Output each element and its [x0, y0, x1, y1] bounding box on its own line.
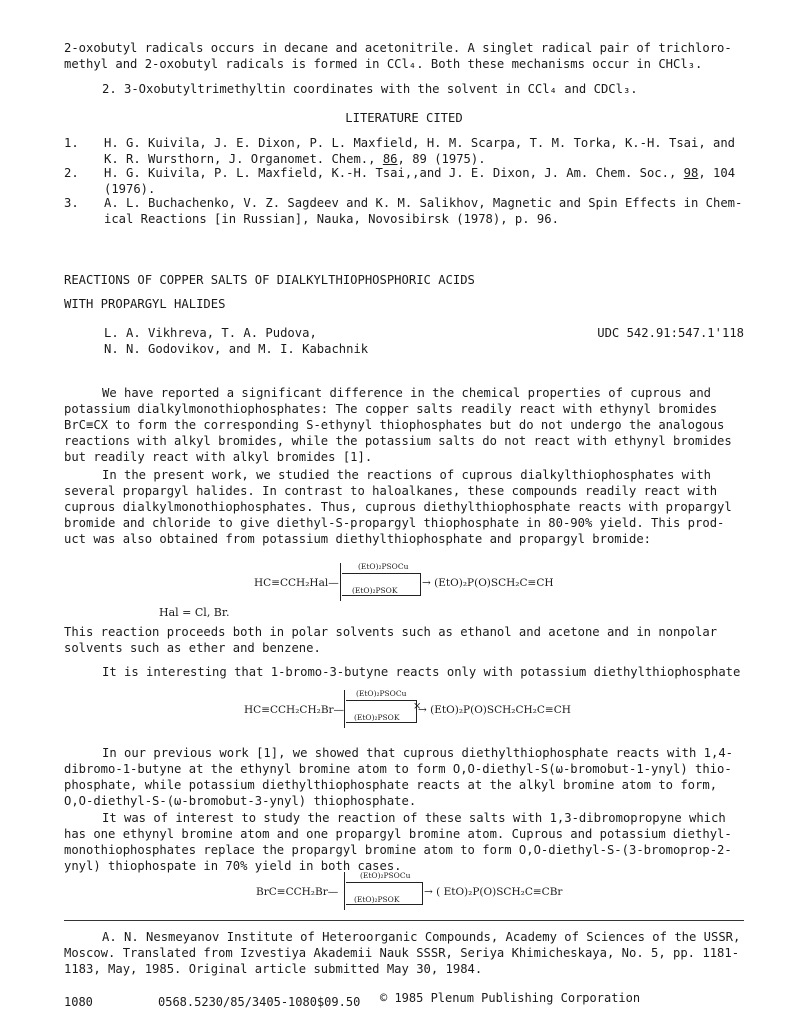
reference-text [104, 135, 744, 167]
product: → (EtO)₂P(O)SCH₂C≡CH [422, 577, 554, 589]
reference-volume: 98 [683, 166, 699, 180]
reference-volume: 86 [382, 152, 398, 166]
scheme-bracket-right [422, 882, 423, 905]
reference-text [104, 165, 744, 197]
reference-number: 2. [64, 166, 79, 180]
reactant: HC≡CCH₂Hal— [254, 577, 339, 589]
footnote-rule [64, 920, 744, 921]
affiliation-footnote: A. N. Nesmeyanov Institute of Heteroorganic Compounds, Academy of Sciences of the USSR, Moscow. Translated from Izvestiya Akademii Nauk SSSR, Seriya Khimicheskaya, No. 5, pp. 1181-1183, May, 1985. Original article submitted May 30, 1984. [64, 930, 741, 976]
reactant: HC≡CCH₂CH₂Br— [244, 704, 345, 716]
scheme-bracket [344, 872, 345, 910]
continued-paragraph: 2-oxobutyl radicals occurs in decane and acetonitrile. A singlet radical pair of trichloro-methyl and 2-oxobutyl radicals is formed in CCl₄. Both these mechanisms occur in CHCl₃. [64, 41, 732, 71]
reference-number: 3. [64, 196, 79, 210]
reagent-cu: (EtO)₂PSOCu [356, 689, 407, 698]
reagent-k: (EtO)₂PSOK [354, 895, 400, 904]
scheme-bracket-right [420, 573, 421, 596]
product: → ( EtO)₂P(O)SCH₂C≡CBr [424, 886, 563, 898]
scheme-line-top [346, 700, 416, 701]
reagent-cu: (EtO)₂PSOCu [358, 562, 409, 571]
reference-pages: , 89 (1975). [397, 152, 486, 166]
body-paragraph-2: In the present work, we studied the reactions of cuprous dialkylthiophosphates with several propargyl halides. In contrast to haloalkanes, these compounds readily react with cuprous dialkylmonothiophosphates. Thus, cuprous diethylthiophosphate reacts with propargyl bromide and chloride to give diethyl-S-propargyl thiophosphate in 80-90% yield. This prod-uct was also obtained from potassium diethylthiophosphate and propargyl bromide: [64, 468, 732, 546]
scheme-line-bottom [346, 904, 422, 905]
reactant: BrC≡CCH₂Br— [256, 886, 339, 898]
page-number: 1080 [64, 995, 93, 1009]
scheme-line-top [342, 573, 420, 574]
body-paragraph-4: It is interesting that 1-bromo-3-butyne reacts only with potassium diethylthiophosphate [102, 665, 741, 679]
body-paragraph-1: We have reported a significant difference in the chemical properties of cuprous and potassium dialkylmonothiophosphates: The copper salts readily react with ethynyl bromides BrC≡CX to form the corresponding S-ethynyl thiophosphates but do not undergo the analogous reactions with alkyl bromides, while the potassium salts do not react with ethynyl bromides but readily react with alkyl bromides [1]. [64, 386, 732, 464]
reference-authors: H. G. Kuivila, J. E. Dixon, P. L. Maxfield, H. M. Scarpa, T. M. Torka, K.-H. Tsai, and K. R. Wursthorn, J. Organomet. Chem., [104, 136, 736, 166]
udc-code: UDC 542.91:547.1'118 [597, 326, 744, 340]
reagent-k: (EtO)₂PSOK [352, 586, 398, 595]
scheme-line-top [346, 882, 422, 883]
body-paragraph-6: It was of interest to study the reaction of these salts with 1,3-dibromopropyne which has one ethynyl bromine atom and one propargyl bromine atom. Cuprous and potassium diethyl-monothiophosphates replace the propargyl bromine atom to form O,O-diethyl-S-(3-bromoprop-2-ynyl) thiophospate in 70% yield in both cases. [64, 811, 732, 873]
reagent-cu: (EtO)₂PSOCu [360, 871, 411, 880]
article-title-line-1: REACTIONS OF COPPER SALTS OF DIALKYLTHIOPHOSPHORIC ACIDS [64, 273, 475, 287]
reference-3 [64, 195, 744, 227]
scheme-line-bottom [346, 722, 416, 723]
body-paragraph-3: This reaction proceeds both in polar solvents such as ethanol and acetone and in nonpolar solvents such as ether and benzene. [64, 625, 718, 655]
authors-line-1: L. A. Vikhreva, T. A. Pudova, [104, 326, 317, 340]
reference-pages: , 104 (1976). [104, 166, 736, 196]
literature-heading: LITERATURE CITED [345, 111, 463, 125]
scheme-line-bottom [342, 595, 420, 596]
copyright: © 1985 Plenum Publishing Corporation [380, 991, 641, 1005]
article-code: 0568.5230/85/3405-1080$09.50 [158, 995, 361, 1009]
authors-line-2: N. N. Godovikov, and M. I. Kabachnik [104, 342, 369, 356]
reference-authors: H. G. Kuivila, P. L. Maxfield, K.-H. Tsai,,and J. E. Dixon, J. Am. Chem. Soc., [104, 166, 684, 180]
reference-1 [64, 135, 744, 167]
reference-number: 1. [64, 136, 79, 150]
no-reaction-cross: × [413, 701, 422, 712]
conclusion-item: 2. 3-Oxobutyltrimethyltin coordinates with the solvent in CCl₄ and CDCl₃. [102, 82, 638, 96]
body-paragraph-5: In our previous work [1], we showed that cuprous diethylthiophosphate reacts with 1,4-dibromo-1-butyne at the ethynyl bromine atom to form O,O-diethyl-S(ω-bromobut-1-ynyl) thio-phosphate, while potassium diethylthiophosphate reacts at the alkyl bromine atom to form, O,O-diethyl-S-(ω-bromobut-3-ynyl) thiophosphate. [64, 746, 734, 808]
reagent-k: (EtO)₂PSOK [354, 713, 400, 722]
product: → (EtO)₂P(O)SCH₂CH₂C≡CH [418, 704, 571, 716]
reference-text: A. L. Buchachenko, V. Z. Sagdeev and K. M. Salikhov, Magnetic and Spin Effects in Chem-ical Reactions [in Russian], Nauka, Novosibirsk (1978), p. 96. [104, 196, 743, 226]
article-title-line-2: WITH PROPARGYL HALIDES [64, 297, 226, 311]
reference-2 [64, 165, 744, 197]
scheme-note: Hal = Cl, Br. [159, 606, 230, 619]
scheme-bracket [344, 690, 345, 728]
scheme-bracket [340, 563, 341, 601]
